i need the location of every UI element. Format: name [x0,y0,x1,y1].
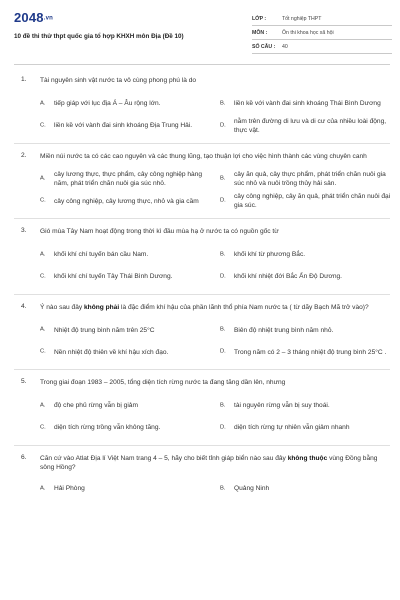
option-a[interactable]: A. độ che phủ rừng vẫn bị giảm [40,402,138,409]
question-divider [14,369,390,370]
option-b[interactable]: B. cây ăn quả, cây thực phẩm, phát triển chăn nuôi gia súc nhỏ và nuôi trồng thủy hải sản. [220,171,386,187]
question-divider [14,294,390,295]
option-a[interactable]: A. tiếp giáp với lục địa Á – Âu rộng lớn. [40,100,161,107]
option-d[interactable]: D. nằm trên đường di lưu và di cư của nhiều loài động, thực vật. [220,117,387,134]
option-d[interactable]: D. Trong năm có 2 – 3 tháng nhiệt độ trung bình 25°C . [220,348,387,356]
question-2: 2. Miền núi nước ta có các cao nguyên và các thung lũng, tạo thuận lợi cho việc hình thành các vùng chuyên canh A. cây lương thực, thực phẩm, cây công nghiệp hàng năm, phát triển chăn nuôi gia súc nhỏ. B. cây ăn quả, cây thực phẩm, phát triển chăn nuôi gia súc nhỏ và nuôi trồng thủy hải sản. C. cây công nghiệp, cây lương thực, nhỏ và gia cầm D. cây công nghiệp, cây ăn quả, phát triển chăn nuôi đại gia súc. [0,152,400,213]
option-b[interactable]: B. tài nguyên rừng vẫn bị suy thoái. [220,402,330,409]
question-5: 5. Trong giai đoạn 1983 – 2005, tổng diện tích rừng nước ta đang tăng dần lên, nhưng A. độ che phủ rừng vẫn bị giảm B. tài nguyên rừng vẫn bị suy thoái. C. diện tích rừng trồng vẫn không tăng. D. diện tích rừng tự nhiên vẫn giảm nhanh [0,378,400,439]
question-divider [14,445,390,446]
question-list [0,76,400,498]
option-c[interactable]: C. khối khí chí tuyến Tây Thái Bình Dương. [40,273,173,280]
meta-subject: MÔN : Ôn thi khoa học xã hội [252,26,392,40]
question-6: 6. Căn cứ vào Atlat Địa lí Việt Nam trang 4 – 5, hãy cho biết tỉnh giáp biển nào sau đây không thuộc vùng Đồng bằng sông Hồng? A. Hải Phòng B. Quảng Ninh [0,454,400,498]
question-text: Căn cứ vào Atlat Địa lí Việt Nam trang 4 – 5, hãy cho biết tỉnh giáp biển nào sau đây không thuộc vùng Đồng bằng sông Hồng? [40,454,378,471]
page-header [0,0,400,62]
option-d[interactable]: D. khối khí nhiệt đới Bắc Ấn Độ Dương. [220,273,342,280]
option-a[interactable]: A. khối khí chí tuyến bán cầu Nam. [40,251,149,258]
option-c[interactable]: C. Nền nhiệt độ thiên về khí hậu xích đạo. [40,348,169,356]
question-text: Trong giai đoạn 1983 – 2005, tổng diện tích rừng nước ta đang tăng dần lên, nhưng [40,379,286,386]
option-c[interactable]: C. diện tích rừng trồng vẫn không tăng. [40,424,161,431]
question-divider [14,218,390,219]
option-c[interactable]: C. liền kề với vành đai sinh khoáng Địa Trung Hải. [40,122,193,129]
meta-class: LỚP : Tốt nghiệp THPT [252,12,392,26]
option-b[interactable]: B. liền kề với vành đai sinh khoáng Thái Bình Dương [220,100,381,107]
question-4: 4. Ý nào sau đây không phải là đặc điểm khí hậu của phần lãnh thổ phía Nam nước ta ( từ dãy Bạch Mã trở vào)? A. Nhiệt độ trung bình năm trên 25°C B. Biên độ nhiệt trung bình năm nhỏ. C. Nền nhiệt độ thiên về khí hậu xích đạo. D. Trong năm có 2 – 3 tháng nhiệt độ trung bình 25°C . [0,303,400,364]
exam-title: 10 đề thi thử thpt quốc gia tổ hợp KHXH môn Địa (Đề 10) [14,33,184,40]
option-a[interactable]: A. Nhiệt độ trung bình năm trên 25°C [40,326,155,334]
site-logo[interactable]: 2048.vn [14,10,54,25]
header-divider [14,64,390,65]
question-text: Gió mùa Tây Nam hoạt động trong thời kì đầu mùa hạ ở nước ta có nguồn gốc từ [40,228,279,235]
exam-meta [252,12,392,54]
option-b[interactable]: B. Quảng Ninh [220,485,270,492]
option-a[interactable]: A. Hải Phòng [40,485,85,492]
option-c[interactable]: C. cây công nghiệp, cây lương thực, nhỏ và gia cầm [40,197,199,205]
question-divider [14,143,390,144]
question-3: 3. Gió mùa Tây Nam hoạt động trong thời kì đầu mùa hạ ở nước ta có nguồn gốc từ A. khối khí chí tuyến bán cầu Nam. B. khối khí từ phương Bắc. C. khối khí chí tuyến Tây Thái Bình Dương. D. khối khí nhiệt đới Bắc Ấn Độ Dương. [0,227,400,288]
option-b[interactable]: B. Biên độ nhiệt trung bình năm nhỏ. [220,326,334,334]
question-text: Miền núi nước ta có các cao nguyên và các thung lũng, tạo thuận lợi cho việc hình thành các vùng chuyên canh [40,152,367,160]
meta-count: SỐ CÂU : 40 [252,40,392,54]
question-text: Tài nguyên sinh vật nước ta vô cùng phong phú là do [40,77,197,84]
option-a[interactable]: A. cây lương thực, thực phẩm, cây công nghiệp hàng năm, phát triển chăn nuôi gia súc nhỏ. [40,171,203,187]
option-d[interactable]: D. diện tích rừng tự nhiên vẫn giảm nhanh [220,424,350,431]
option-d[interactable]: D. cây công nghiệp, cây ăn quả, phát triển chăn nuôi đại gia súc. [220,193,391,209]
question-1: 1. Tài nguyên sinh vật nước ta vô cùng phong phú là do A. tiếp giáp với lục địa Á – Âu rộng lớn. B. liền kề với vành đai sinh khoáng Thái Bình Dương C. liền kề với vành đai sinh khoáng Địa Trung Hải. D. nằm trên đường di lưu và di cư của nhiều loài động, thực vật. [0,76,400,137]
option-b[interactable]: B. khối khí từ phương Bắc. [220,251,306,258]
question-text: Ý nào sau đây không phải là đặc điểm khí hậu của phần lãnh thổ phía Nam nước ta ( từ dãy Bạch Mã trở vào)? [40,303,369,311]
